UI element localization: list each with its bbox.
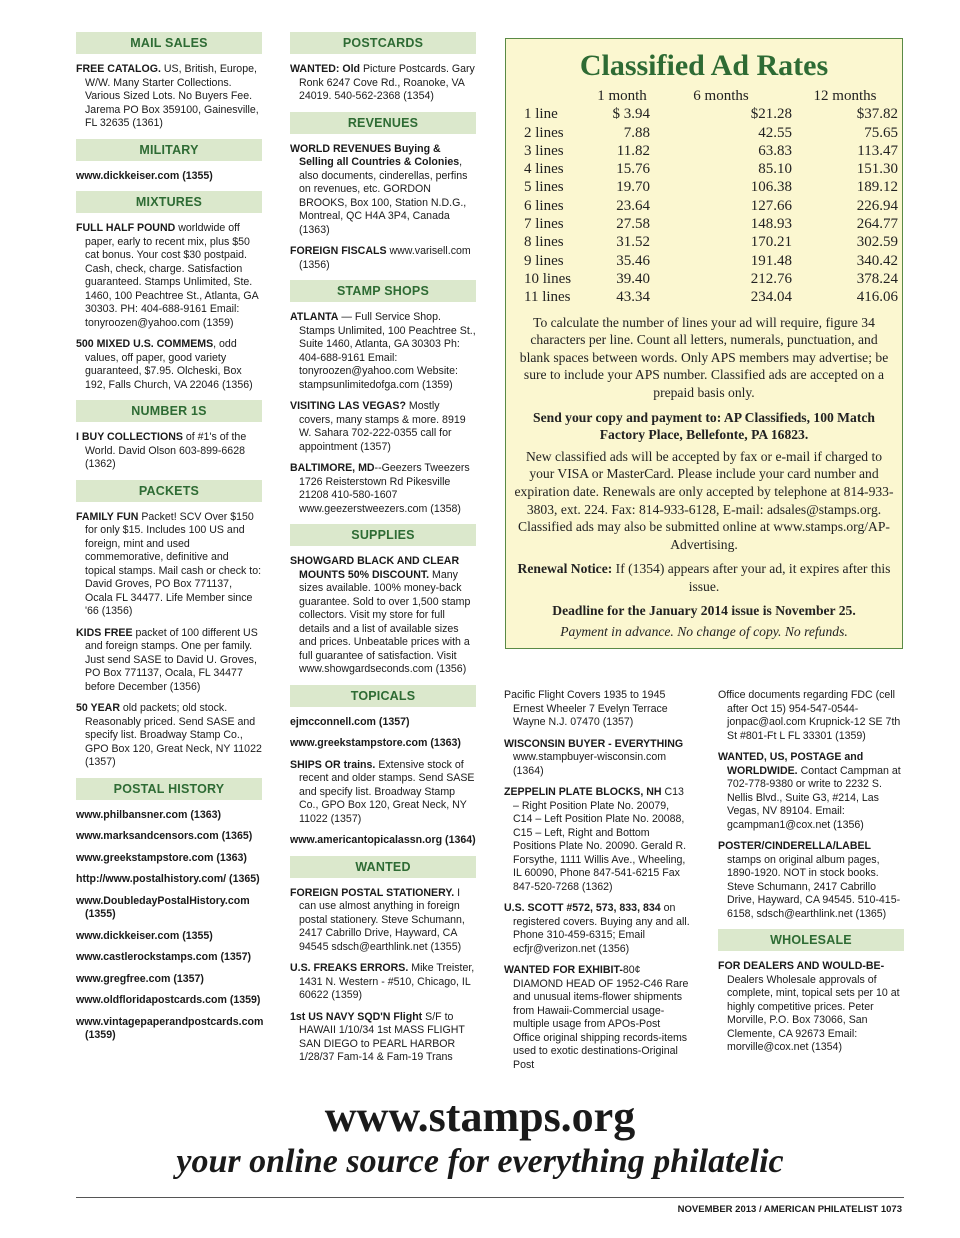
rates-cell: 113.47	[857, 142, 898, 159]
ad-body: (1364)	[442, 834, 476, 846]
rates-row	[524, 233, 898, 251]
classified-ad	[504, 786, 690, 894]
ad-body: , also documents, cinderellas, perfins on revenues, etc. GORDON BROOKS, Box 100, Station N.D.G., Montreal, QC H4A 3P4, Canada (1363)	[299, 156, 468, 236]
classified-ad	[290, 311, 476, 392]
classified-url	[76, 930, 262, 944]
ad-body: worldwide off paper, early to recent mix, plus $50 cat bonus. Your cost $30 postpaid. Cash, check, charge. Satisfaction guaranteed. Stamps Unlimited, Ste. 1460, 100 Peachtree St., Atlanta, GA 30303. PH: 404-688-9161 Email: tonyroozen@yahoo.com (1359)	[85, 222, 259, 329]
ad-body: Picture Postcards. Gary Ronk 6247 Cove Rd., Roanoke, VA 24019. 540-562-2368 (1354)	[299, 63, 475, 102]
ad-lead: FOREIGN POSTAL STATIONERY.	[290, 886, 455, 899]
classified-ad	[504, 689, 690, 730]
ad-body: (1359)	[85, 1029, 116, 1041]
ad-lead: www.castlerockstamps.com	[76, 951, 218, 963]
rates-cell: 9 lines	[524, 252, 564, 269]
ad-body: Packet! SCV Over $150 for only $15. Includes 100 US and foreign, mint and used commemorative, definitive and topical stamps. Mail cash or check to: David Groves, PO Box 771137, Ocala FL 34477. Life Member since '66 (1356)	[85, 510, 262, 617]
rates-cell: 416.06	[856, 289, 898, 306]
column-3	[504, 689, 690, 1080]
page-folio: NOVEMBER 2013 / AMERICAN PHILATELIST 1073	[677, 1204, 902, 1215]
ad-body: old packets; old stock. Reasonably priced. Send SASE and specify list. Broadway Stamp Co., GPO Box 120, Great Neck, NY 11022 (1357)	[85, 702, 262, 768]
rates-cell: 27.58	[616, 216, 650, 233]
rates-deadline: Deadline for the January 2014 issue is November 25.	[552, 603, 856, 619]
rates-cell: 170.21	[750, 234, 792, 251]
section-heading: POSTAL HISTORY	[76, 778, 262, 800]
ad-body: Contact Campman at 702-778-9380 or write to 2232 S. Nellis Blvd., Suite G3, #214, Las Vegas, NV 89104. Email: gcampman1@cox.net (1356)	[727, 764, 901, 831]
classified-url	[76, 852, 262, 866]
ad-lead: FAMILY FUN	[76, 510, 139, 523]
ad-lead: 50 YEAR	[76, 702, 120, 714]
ad-body: (1363)	[213, 851, 247, 864]
ad-body: stamps on original album pages, 1890-1920. NOT in stock books. Steve Schumann, 2417 Cabrillo Drive, Hayward, CA 94545. 510-415-6158, sdsch@earthlink.net (1365)	[727, 853, 901, 920]
rates-cell: 7.88	[623, 124, 650, 141]
classified-ad	[718, 689, 904, 743]
classified-url	[290, 716, 476, 730]
ad-lead: www.oldfloridapostcards.com	[76, 994, 227, 1006]
rates-row	[524, 288, 898, 306]
rates-cell: 212.76	[750, 270, 792, 287]
ad-lead: 1st US NAVY SQD'N Flight	[290, 1010, 423, 1023]
rates-cell: 4 lines	[524, 161, 564, 178]
ad-body: of #1's of the World. David Olson 603-899-6628 (1362)	[85, 431, 247, 470]
rates-cell: 42.55	[758, 124, 792, 141]
rates-table	[524, 87, 898, 307]
ad-body: Mostly covers, many stamps & more. 8919 W. Sahara 702-222-0355 call for appointment (1357)	[299, 400, 466, 453]
rates-row	[524, 142, 898, 160]
footer-website: www.stamps.org	[324, 1092, 636, 1141]
ad-body: (1357)	[170, 972, 204, 985]
section-heading: WHOLESALE	[718, 929, 904, 951]
classified-ad	[290, 555, 476, 677]
ad-lead: KIDS FREE	[76, 626, 133, 639]
section-heading: TOPICALS	[290, 685, 476, 707]
section-heading: POSTCARDS	[290, 32, 476, 54]
classified-url	[76, 830, 262, 844]
rates-cell: $ 3.94	[612, 106, 650, 123]
rates-cell: 6 lines	[524, 197, 564, 214]
ad-lead: www.dickkeiser.com	[76, 929, 180, 942]
rates-row	[524, 252, 898, 270]
ad-body: (1357)	[375, 715, 410, 728]
rates-row	[524, 215, 898, 233]
section-heading: WANTED	[290, 856, 476, 878]
classified-url	[76, 994, 262, 1008]
ad-lead: ejmcconnell.com	[290, 715, 376, 728]
classified-url	[76, 170, 262, 184]
ad-body: --Geezers Tweezers 1726 Reisterstown Rd Pikesville 21208 410-580-1607 www.geezerstweezers.com (1358)	[299, 462, 470, 515]
classified-ad	[290, 1011, 476, 1065]
ad-body: packet of 100 different US and foreign stamps. One per family. Just send SASE to David U. Groves, PO Box 771137, Ocala, FL 34477 before December (1356)	[85, 626, 258, 693]
rates-cell: 85.10	[758, 161, 792, 178]
ad-lead: www.vintagepaperandpostcards.com	[76, 1015, 264, 1028]
column-4	[718, 689, 904, 1063]
classified-url	[76, 1016, 262, 1043]
rates-paragraph-2: New classified ads will be accepted by fax or e-mail if charged to your VISA or MasterCard. Please include your card number and expiration date. Renewals are only accepted by telephone at 814-933-3803, ext. 224. Fax: 814-933-6128, E-mail: adsales@stamps.org. Classified ads may also be submitted online at www.stamps.org/AP-Advertising.	[514, 448, 894, 552]
ad-lead: http://www.postalhistory.com/	[76, 873, 227, 885]
rates-cell: 189.12	[856, 179, 898, 196]
ad-body: (1363)	[187, 808, 222, 821]
rates-cell: 5 lines	[524, 179, 564, 196]
classified-ad-rates-box	[505, 38, 903, 649]
classified-ad	[290, 962, 476, 1003]
ad-body: S/F to HAWAII 1/10/34 1st MASS FLIGHT SAN DIEGO to PEARL HARBOR 1/28/37 Fam-14 & Fam-19 Trans	[299, 1010, 465, 1063]
section-heading: MAIL SALES	[76, 32, 262, 54]
ad-body: www.stampbuyer-wisconsin.com (1364)	[513, 751, 667, 777]
rates-cell: 3 lines	[524, 142, 564, 159]
rates-cell: 23.64	[616, 197, 650, 214]
rates-title: Classified Ad Rates	[579, 49, 829, 82]
ad-lead: ZEPPELIN PLATE BLOCKS, NH	[504, 786, 662, 798]
ad-lead: www.greekstampstore.com	[76, 851, 214, 864]
rates-cell: 39.40	[616, 270, 650, 287]
rates-cell: 151.30	[856, 161, 898, 178]
rates-cell: 264.77	[856, 216, 898, 233]
ad-lead: www.gregfree.com	[76, 972, 171, 985]
rates-row	[524, 160, 898, 178]
ad-lead: FULL HALF POUND	[76, 222, 176, 234]
ad-lead: FOR DEALERS AND WOULD-BE-	[718, 960, 885, 972]
rates-cell: 8 lines	[524, 234, 564, 251]
ad-body: , odd values, off paper, good variety guaranteed, $7.95. Olcheski, Box 192, Falls Church, VA 22046 (1356)	[85, 338, 253, 391]
rates-cell: 11 lines	[524, 289, 571, 306]
ad-body: Extensive stock of recent and older stamps. Send SASE and specify list. Broadway Stamp Co., GPO Box 120, Great Neck, NY 11022 (1357)	[299, 758, 475, 825]
rates-cell: $37.82	[856, 106, 898, 123]
ad-lead: U.S. SCOTT #572, 573, 833, 834	[504, 902, 661, 914]
section-heading: MILITARY	[76, 139, 262, 161]
ad-body: Pacific Flight Covers 1935 to 1945 Ernest Wheeler 7 Evelyn Terrace Wayne N.J. 07470 (1357)	[504, 689, 668, 728]
ad-lead: www.dickkeiser.com	[76, 169, 180, 182]
classified-url	[76, 951, 262, 965]
classified-ad	[76, 431, 262, 472]
section-heading: SUPPLIES	[290, 524, 476, 546]
classified-url	[76, 873, 262, 887]
classified-ad	[718, 751, 904, 832]
column-2	[290, 32, 476, 1073]
classified-url	[76, 973, 262, 987]
ad-body: (1355)	[179, 169, 213, 182]
rates-cell: 1 line	[524, 106, 558, 123]
ad-lead: www.americantopicalassn.org	[290, 834, 443, 846]
ad-body: on registered covers. Buying any and all. Phone 310-459-6315; Email ecfjr@verizon.net (1356)	[513, 902, 690, 955]
ad-body: www.varisell.com (1356)	[299, 245, 471, 271]
footer-tagline: your online source for everything philatelic	[176, 1143, 784, 1180]
classified-ad	[718, 840, 904, 921]
rates-cell: 63.83	[758, 142, 792, 159]
rates-column-header: 6 months	[693, 88, 749, 104]
section-heading: PACKETS	[76, 480, 262, 502]
classified-url	[76, 809, 262, 823]
rates-cell: 340.42	[856, 252, 898, 269]
ad-lead: POSTER/CINDERELLA/LABEL	[718, 840, 872, 852]
footer-rule	[76, 1197, 904, 1198]
rates-cell: $21.28	[750, 106, 792, 123]
classified-ad	[504, 902, 690, 956]
rates-cell: 191.48	[750, 252, 792, 269]
section-heading: MIXTURES	[76, 191, 262, 213]
ad-body: Office documents regarding FDC (cell after Oct 15) 954-547-0544-jonpac@aol.com Krupnick-12 SE 7th St #801-Ft L FL 33301 (1359)	[718, 689, 901, 742]
classified-ad	[76, 702, 262, 770]
ad-body: I can use almost anything in foreign postal stationery. Steve Schumann, 2417 Cabrillo Drive, Hayward, CA 94545 sdsch@earthlink.net (1355)	[299, 886, 465, 953]
ad-lead: www.DoubledayPostalHistory.com	[76, 894, 250, 907]
classified-ad	[718, 960, 904, 1055]
rates-cell: 226.94	[856, 197, 898, 214]
ad-lead: U.S. FREAKS ERRORS.	[290, 962, 409, 974]
rates-row	[524, 270, 898, 288]
rates-cell: 106.38	[750, 179, 792, 196]
section-heading: REVENUES	[290, 112, 476, 134]
rates-cell: 148.93	[750, 216, 792, 233]
rates-cell: 302.59	[856, 234, 898, 251]
rates-column-header: 1 month	[597, 88, 647, 104]
rates-cell: 127.66	[750, 197, 792, 214]
rates-cell: 75.65	[864, 124, 898, 141]
rates-instructions	[514, 314, 894, 641]
classified-ad	[290, 759, 476, 827]
classified-ad	[76, 511, 262, 619]
ad-lead: FOREIGN FISCALS	[290, 245, 387, 257]
ad-lead: WANTED FOR EXHIBIT-	[504, 964, 623, 976]
rates-cell: 19.70	[616, 179, 650, 196]
ad-lead: ATLANTA	[290, 311, 339, 323]
classified-url	[290, 737, 476, 751]
ad-lead: WANTED, US, POSTAGE and WORLDWIDE.	[718, 751, 864, 777]
rates-cell: 43.34	[616, 289, 650, 306]
section-heading: STAMP SHOPS	[290, 280, 476, 302]
rates-renewal-notice: Renewal Notice: If (1354) appears after your ad, it expires after this issue.	[517, 561, 891, 594]
ad-lead: WISCONSIN BUYER - EVERYTHING	[504, 737, 684, 750]
rates-cell: 15.76	[616, 161, 650, 178]
rates-paragraph-1: To calculate the number of lines your ad will require, figure 34 characters per line. Count all letters, numerals, punctuation, and blank spaces between words. Only APS members may advertise; be sure to include your APS number. Classified ads are accepted on a prepaid basis only.	[519, 314, 889, 400]
rates-cell: 11.82	[616, 142, 650, 159]
ad-lead: I BUY COLLECTIONS	[76, 431, 183, 443]
classified-ad	[76, 338, 262, 392]
rates-cell: 2 lines	[524, 124, 564, 141]
column-1	[76, 32, 262, 1051]
ad-body: US, British, Europe, W/W. Many Starter Collections. Various Sized Lots. No Buyers Fee. Jarema PO Box 359100, Gainesville, FL 32635 (1361)	[85, 63, 259, 129]
rates-cell: 7 lines	[524, 216, 564, 233]
ad-body: Dealers Wholesale approvals of complete, mint, topical sets per 10 at highly competitive prices. Peter Morville, P.O. Box 73066, San Clemente, CA 92673 Email: morville@cox.net (1354)	[727, 973, 900, 1053]
ad-lead: FREE CATALOG.	[76, 63, 161, 75]
ad-body: (1359)	[226, 994, 261, 1006]
rates-row	[524, 178, 898, 196]
classified-ad	[504, 738, 690, 779]
classified-ad	[76, 63, 262, 131]
rates-cell: 31.52	[616, 234, 650, 251]
rates-cell: 35.46	[616, 252, 650, 269]
classified-ad	[290, 245, 476, 272]
ad-body: (1365)	[218, 830, 253, 842]
classified-ad	[504, 964, 690, 1072]
rates-payment: Payment in advance. No change of copy. No refunds.	[560, 624, 848, 640]
ad-body: (1365)	[226, 873, 260, 885]
ad-lead: WORLD REVENUES Buying & Selling all Countries & Colonies	[290, 142, 460, 168]
ad-lead: www.philbansner.com	[76, 808, 188, 821]
rates-column-header: 12 months	[813, 88, 877, 104]
section-heading: NUMBER 1S	[76, 400, 262, 422]
ad-lead: 500 MIXED U.S. COMMEMS	[76, 338, 214, 350]
rates-cell: 378.24	[856, 270, 898, 287]
ad-lead: WANTED: Old	[290, 63, 361, 75]
classified-ad	[76, 222, 262, 330]
rates-column-header	[524, 87, 594, 105]
ad-body: Many sizes available. 100% money-back guarantee. Sold to over 1,500 stamp collectors. Visit my store for full details and a list of available sizes and prices. Unbeatable prices with a full guarantee of satisfaction. Visit www.showgardseconds.com (1356)	[299, 568, 471, 675]
rates-row	[524, 124, 898, 142]
ad-lead: SHOWGARD BLACK AND CLEAR MOUNTS 50% DISCOUNT.	[290, 555, 460, 581]
ad-body: (1357)	[217, 951, 252, 963]
rates-cell: 10 lines	[524, 270, 572, 287]
ad-lead: www.marksandcensors.com	[76, 830, 219, 842]
rates-send-to: Send your copy and payment to: AP Classifieds, 100 Match Factory Place, Bellefonte, PA 16823.	[533, 409, 875, 443]
classified-ad	[290, 143, 476, 238]
ad-lead: BALTIMORE, MD	[290, 462, 375, 474]
classified-url	[76, 895, 262, 922]
classified-ad	[290, 63, 476, 104]
ad-lead: SHIPS OR trains.	[290, 758, 376, 771]
rates-row	[524, 197, 898, 215]
classified-ad	[76, 627, 262, 695]
ad-body: — Full Service Shop. Stamps Unlimited, 100 Peachtree St., Suite 1460, Atlanta, GA 30303 Ph: 404-688-9161 Email: tonyroozen@yahoo.com Website: stampsunlimitedofga.com (1359)	[299, 311, 476, 391]
ad-lead: www.greekstampstore.com	[290, 737, 428, 749]
rates-row	[524, 105, 898, 123]
ad-body: (1355)	[85, 908, 116, 920]
ad-body: (1363)	[427, 737, 461, 749]
ad-body: C13 – Right Position Plate No. 20079, C14 – Left Position Plate No. 20088, C15 – Left, Right and Bottom Positions Plate No. 20090. Gerald R. Forsythe, 1111 Willis Ave., Wheeling, IL 60090, Phone 847-541-6215 Fax 847-520-7268 (1362)	[513, 786, 687, 893]
ad-body: (1355)	[179, 929, 213, 942]
ad-body: Mike Treister, 1431 N. Western - #510, Chicago, IL 60622 (1359)	[299, 962, 475, 1001]
classified-ad	[290, 400, 476, 454]
ad-lead: VISITING LAS VEGAS?	[290, 400, 406, 412]
classified-url	[290, 834, 476, 848]
rates-cell: 234.04	[750, 289, 792, 306]
classified-ad	[290, 887, 476, 955]
ad-body: 80¢ DIAMOND HEAD OF 1952-C46 Rare and unusual items-flower shipments from Hawaii-Commercial usage-multiple usage from APOs-Post Office original shipping records-items used to exotic destinations-Original Post	[513, 964, 689, 1071]
classified-ad	[290, 462, 476, 516]
